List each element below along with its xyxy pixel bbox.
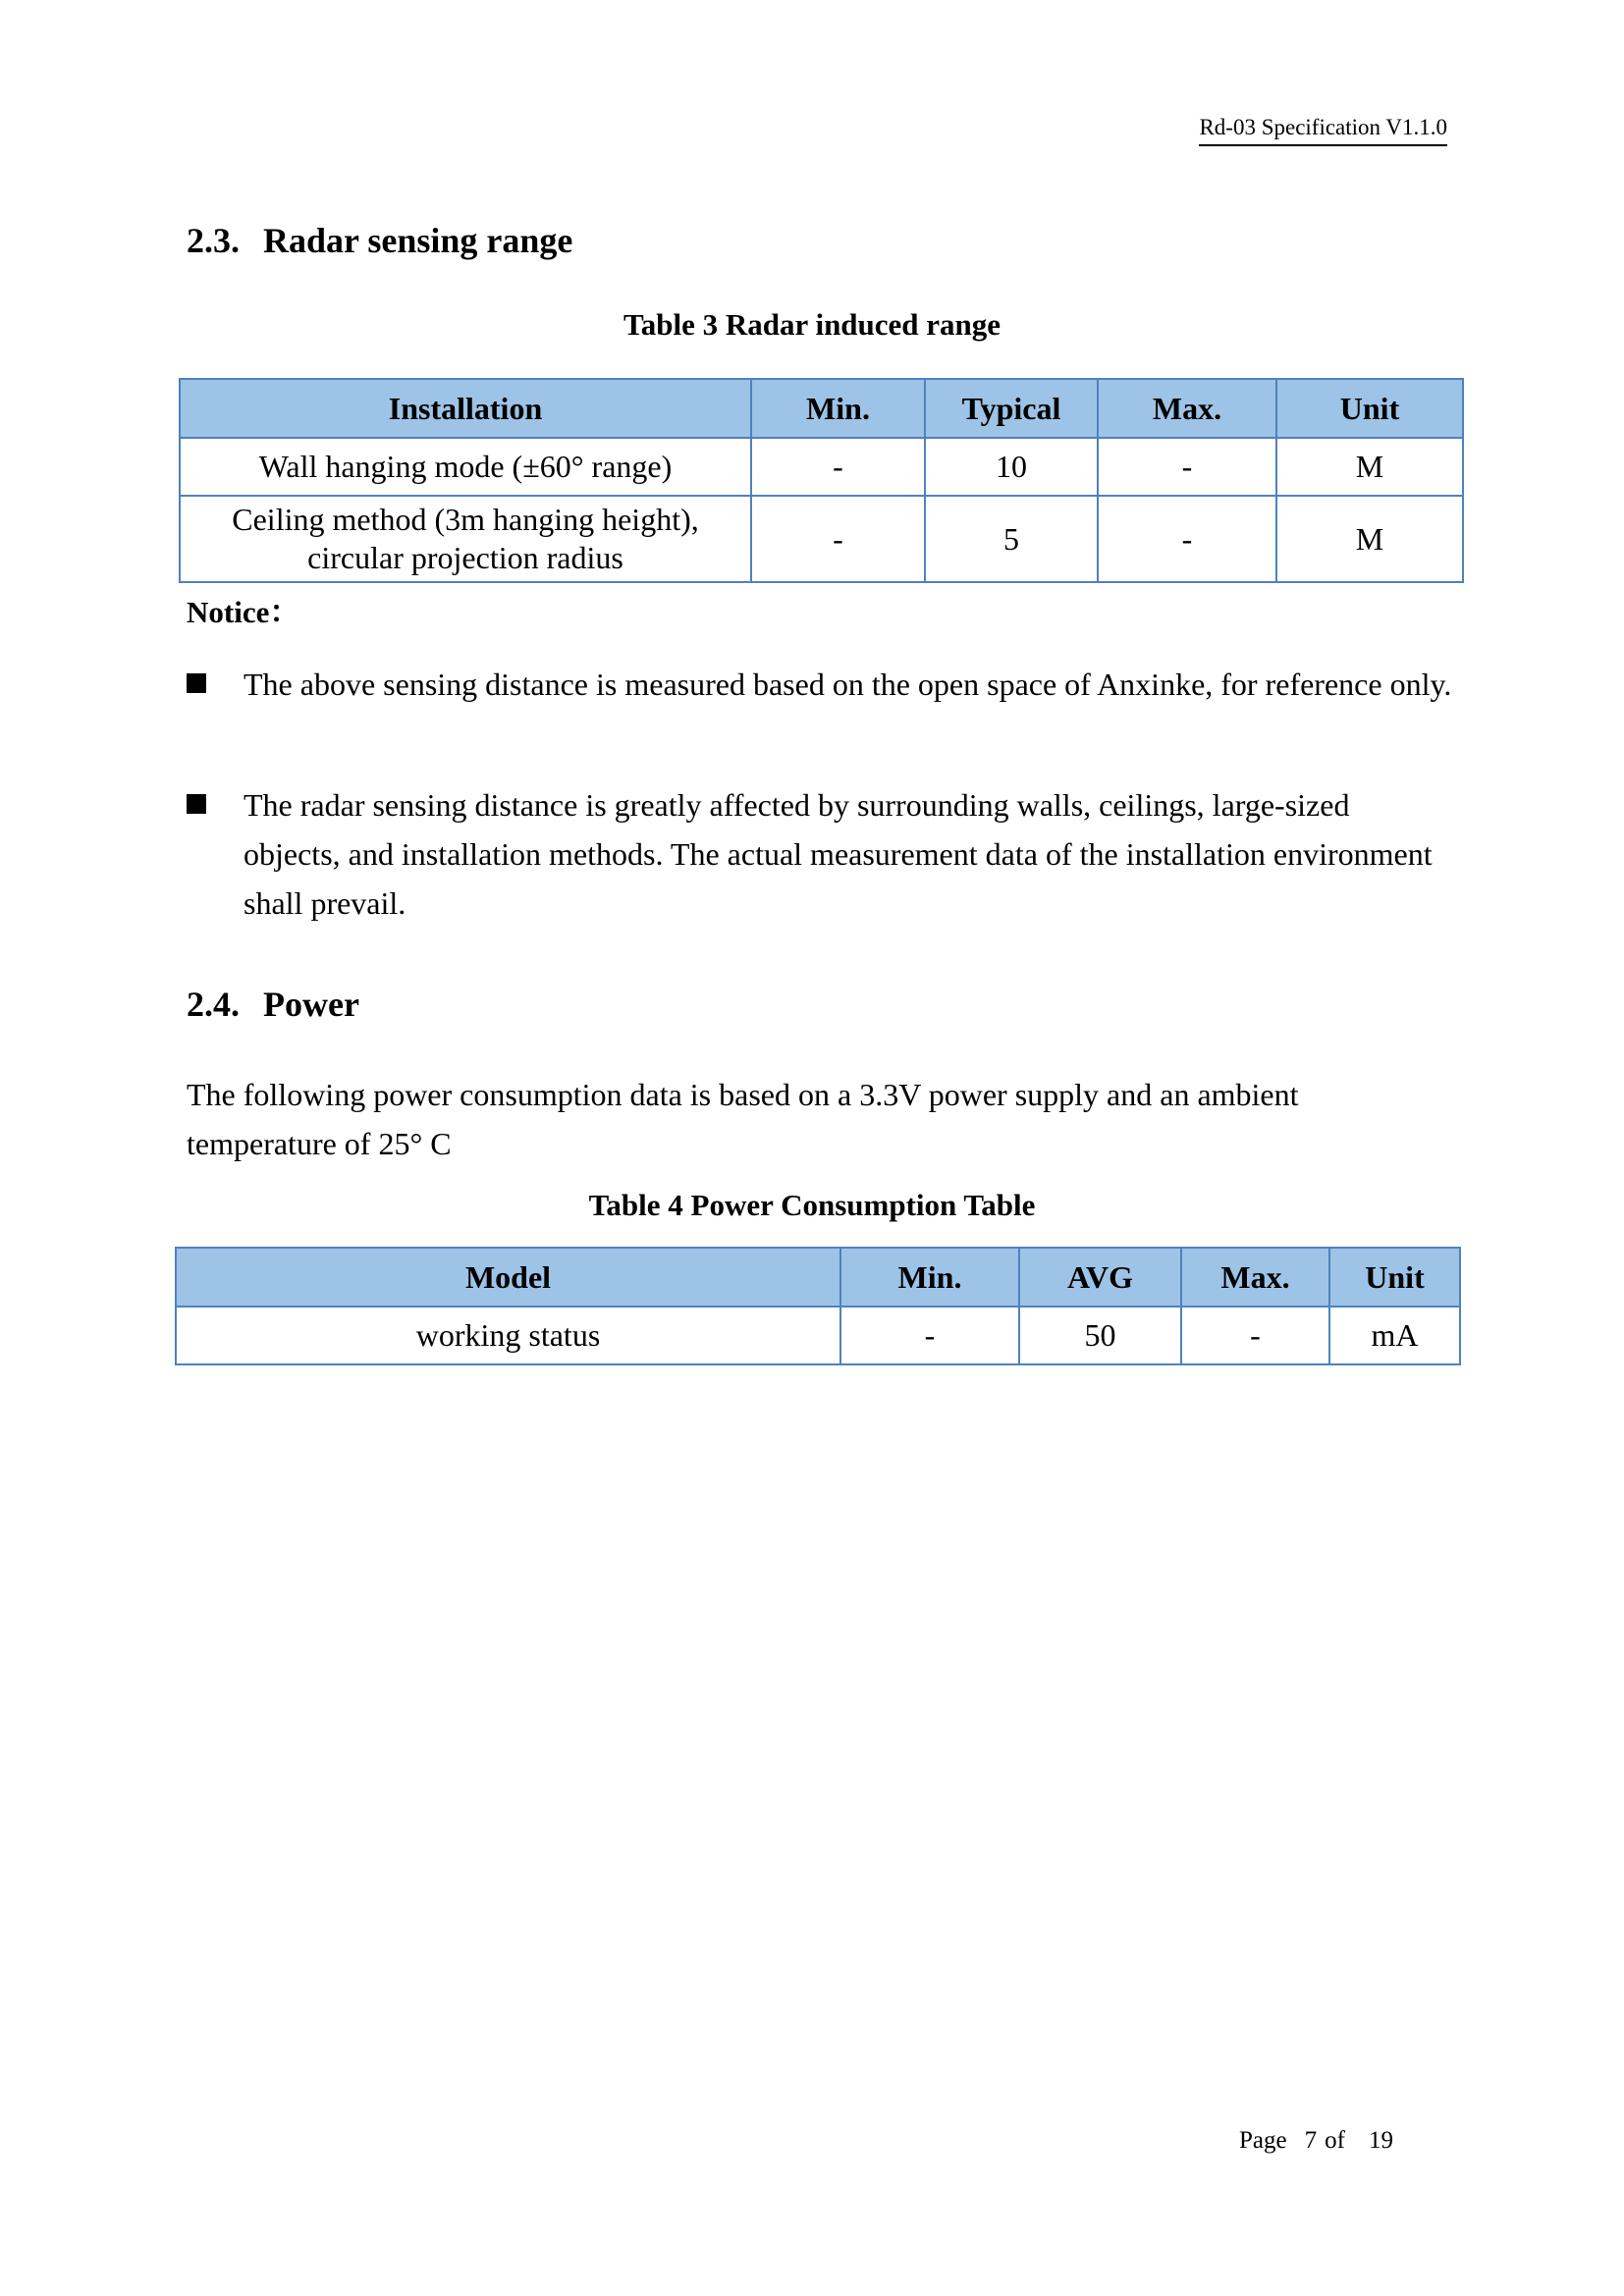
bullet-square-icon (187, 794, 206, 814)
section-title: Power (263, 985, 359, 1024)
column-header: Min. (840, 1248, 1019, 1307)
min-cell: - (751, 438, 925, 496)
installation-cell (180, 496, 751, 582)
notice-text: The radar sensing distance is greatly affected by surrounding walls, ceilings, large-sized objects, and installation methods. The actual measurement data of the installation environment shall prevail. (244, 787, 1433, 921)
table-row (180, 438, 1463, 496)
page-footer (1239, 2128, 1393, 2153)
column-header: Typical (925, 379, 1098, 438)
installation-line-1: Ceiling method (3m hanging height), (232, 502, 699, 537)
column-header: Installation (180, 379, 751, 438)
min-cell: - (840, 1307, 1019, 1364)
model-cell: working status (176, 1307, 840, 1364)
table-header-row (180, 379, 1463, 438)
column-header: Unit (1329, 1248, 1460, 1307)
column-header: Min. (751, 379, 925, 438)
notice-text: The above sensing distance is measured based on the open space of Anxinke, for reference only. (244, 667, 1452, 702)
table-3-caption: Table 3 Radar induced range (623, 307, 1001, 342)
section-number: 2.3. (187, 221, 240, 260)
table-header-row (176, 1248, 1460, 1307)
document-header: Rd-03 Specification V1.1.0 (1199, 116, 1447, 146)
section-heading-2-4 (187, 987, 359, 1022)
page-label: Page (1239, 2127, 1287, 2154)
notice-bullet (187, 660, 1453, 709)
avg-cell: 50 (1019, 1307, 1181, 1364)
table-row (180, 496, 1463, 582)
of-label: of (1325, 2127, 1345, 2154)
installation-cell: Wall hanging mode (±60° range) (180, 438, 751, 496)
page-current: 7 (1304, 2127, 1318, 2154)
unit-cell: M (1276, 496, 1463, 582)
column-header: AVG (1019, 1248, 1181, 1307)
column-header: Max. (1181, 1248, 1329, 1307)
typical-cell: 5 (925, 496, 1098, 582)
unit-cell: M (1276, 438, 1463, 496)
radar-range-table (179, 378, 1464, 583)
max-cell: - (1181, 1307, 1329, 1364)
column-header: Model (176, 1248, 840, 1307)
column-header: Max. (1098, 379, 1276, 438)
max-cell: - (1098, 496, 1276, 582)
unit-cell: mA (1329, 1307, 1460, 1364)
page-total: 19 (1368, 2127, 1393, 2154)
table-4-caption: Table 4 Power Consumption Table (588, 1188, 1036, 1222)
power-consumption-table (175, 1247, 1461, 1365)
column-header: Unit (1276, 379, 1463, 438)
notice-label: Notice： (187, 595, 300, 629)
installation-line-2: circular projection radius (307, 540, 623, 575)
bullet-square-icon (187, 673, 206, 693)
table-row (176, 1307, 1460, 1364)
notice-bullet (187, 780, 1453, 928)
section-title: Radar sensing range (263, 221, 573, 260)
typical-cell: 10 (925, 438, 1098, 496)
section-heading-2-3 (187, 223, 572, 258)
max-cell: - (1098, 438, 1276, 496)
section-number: 2.4. (187, 985, 240, 1024)
min-cell: - (751, 496, 925, 582)
power-intro-paragraph: The following power consumption data is based on a 3.3V power supply and an ambient temperature of 25° C (187, 1077, 1299, 1161)
